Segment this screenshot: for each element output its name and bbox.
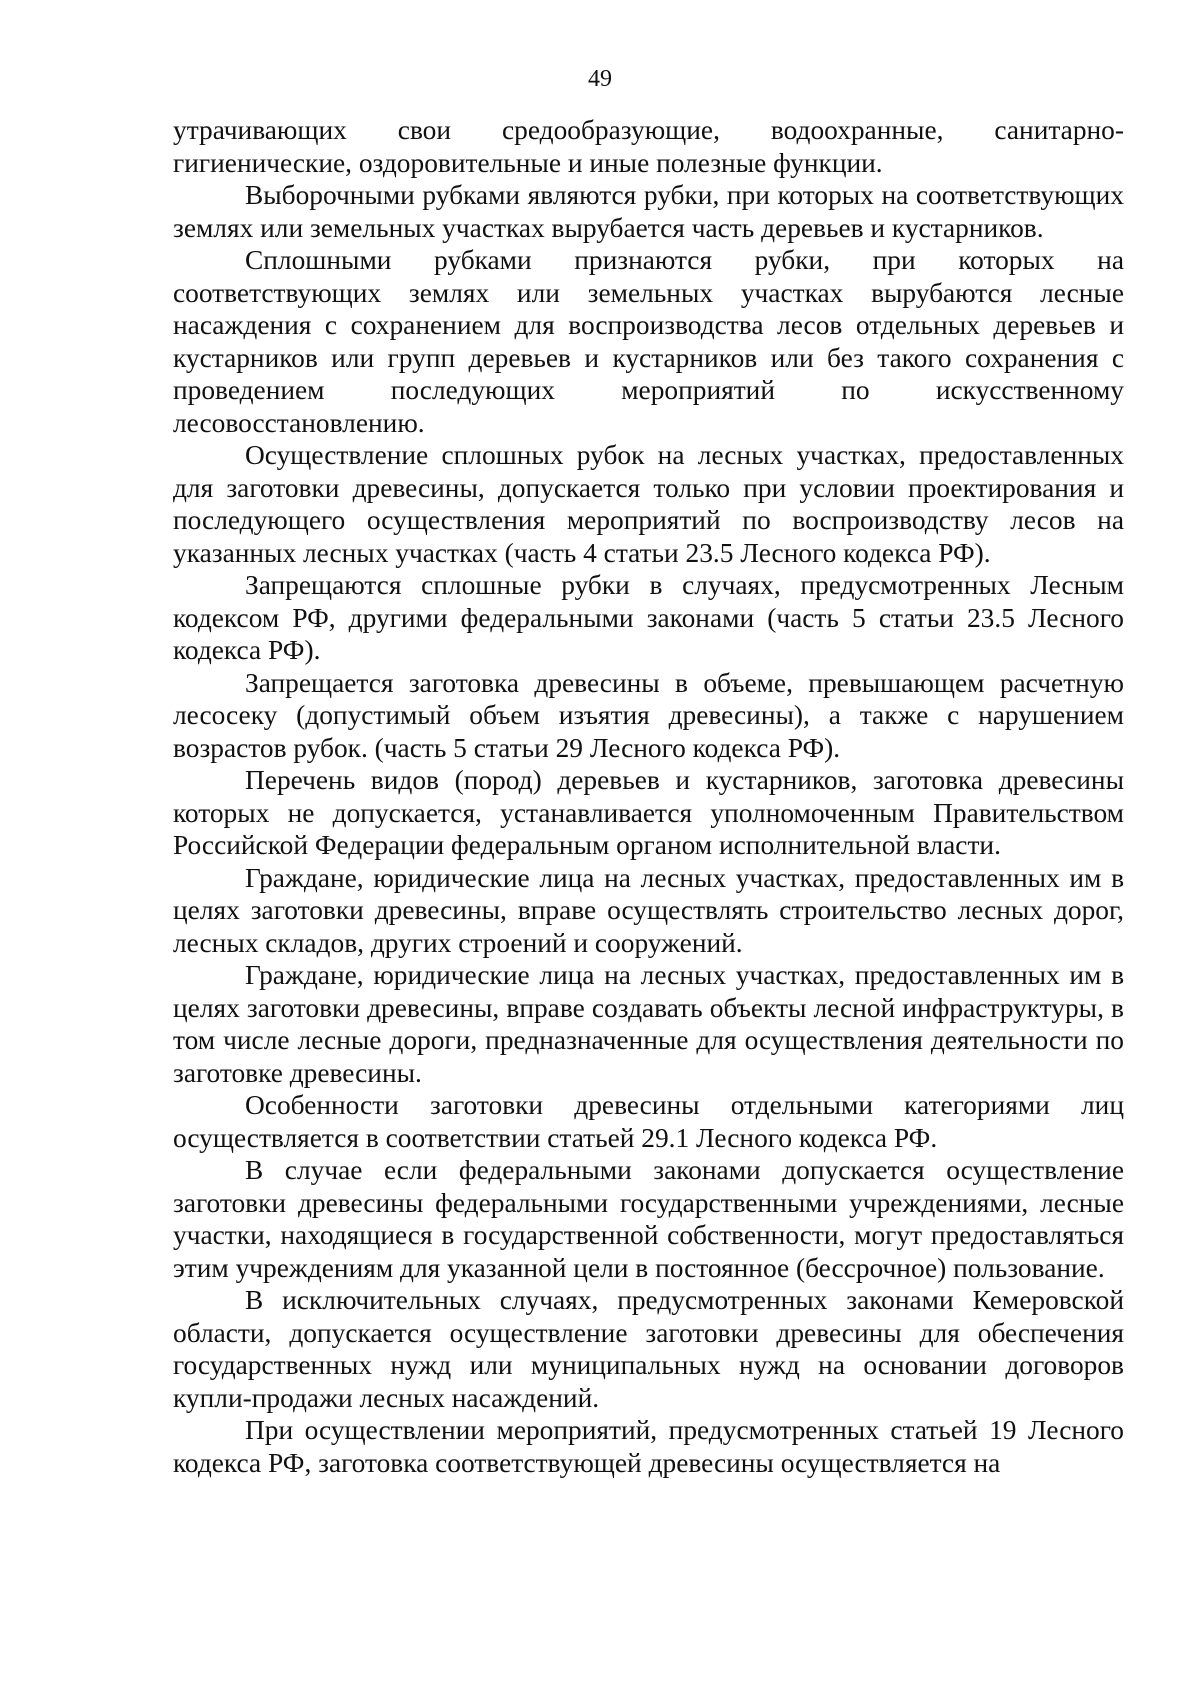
paragraph-article-19-measures: При осуществлении мероприятий, предусмотренных статьей 19 Лесного кодекса РФ, заготовка соответствующей древесины осуществляется на bbox=[173, 1415, 1124, 1478]
body-text bbox=[173, 114, 1124, 1479]
paragraph-federal-institutions: В случае если федеральными законами допускается осуществление заготовки древесины федеральными государственными учреждениями, лесные участки, находящиеся в государственной собственности, могут предоставляться этим учреждениям для указанной цели в постоянное (бессрочное) пользование. bbox=[173, 1155, 1124, 1283]
paragraph-construction-rights: Граждане, юридические лица на лесных участках, предоставленных им в целях заготовки древесины, вправе осуществлять строительство лесных дорог, лесных складов, других строений и сооружений. bbox=[173, 862, 1124, 958]
paragraph-selective-cutting: Выборочными рубками являются рубки, при которых на соответствующих землях или земельных участках вырубается часть деревьев и кустарников. bbox=[173, 180, 1124, 243]
paragraph-special-categories: Особенности заготовки древесины отдельными категориями лиц осуществляется в соответствии статьей 29.1 Лесного кодекса РФ. bbox=[173, 1090, 1124, 1153]
paragraph-infrastructure-rights: Граждане, юридические лица на лесных участках, предоставленных им в целях заготовки древесины, вправе создавать объекты лесной инфраструктуры, в том числе лесные дороги, предназначенные для осуществления деятельности по заготовке древесины. bbox=[173, 960, 1124, 1088]
paragraph-clear-cutting: Сплошными рубками признаются рубки, при которых на соответствующих землях или земельных участках вырубаются лесные насаждения с сохранением для воспроизводства лесов отдельных деревьев и кустарников или групп деревьев и кустарников или без такого сохранения с проведением последующих мероприятий по искусственному лесовосстановлению. bbox=[173, 245, 1124, 438]
paragraph-continuation: утрачивающих свои средообразующие, водоохранные, санитарно-гигиенические, оздоровительные и иные полезные функции. bbox=[173, 115, 1124, 178]
paragraph-exceptional-cases: В исключительных случаях, предусмотренных законами Кемеровской области, допускается осуществление заготовки древесины для обеспечения государственных нужд или муниципальных нужд на основании договоров купли-продажи лесных насаждений. bbox=[173, 1285, 1124, 1413]
paragraph-clear-cutting-conditions: Осуществление сплошных рубок на лесных участках, предоставленных для заготовки древесины, допускается только при условии проектирования и последующего осуществления мероприятий по воспроизводству лесов на указанных лесных участках (часть 4 статьи 23.5 Лесного кодекса РФ). bbox=[173, 440, 1124, 568]
paragraph-harvest-volume-limit: Запрещается заготовка древесины в объеме, превышающем расчетную лесосеку (допустимый объем изъятия древесины), а также с нарушением возрастов рубок. (часть 5 статьи 29 Лесного кодекса РФ). bbox=[173, 667, 1124, 763]
page-number: 49 bbox=[588, 66, 612, 92]
paragraph-species-list: Перечень видов (пород) деревьев и кустарников, заготовка древесины которых не допускается, устанавливается уполномоченным Правительством Российской Федерации федеральным органом исполнительной власти. bbox=[173, 765, 1124, 860]
paragraph-clear-cutting-prohibited: Запрещаются сплошные рубки в случаях, предусмотренных Лесным кодексом РФ, другими федеральными законами (часть 5 статьи 23.5 Лесного кодекса РФ). bbox=[173, 570, 1124, 665]
